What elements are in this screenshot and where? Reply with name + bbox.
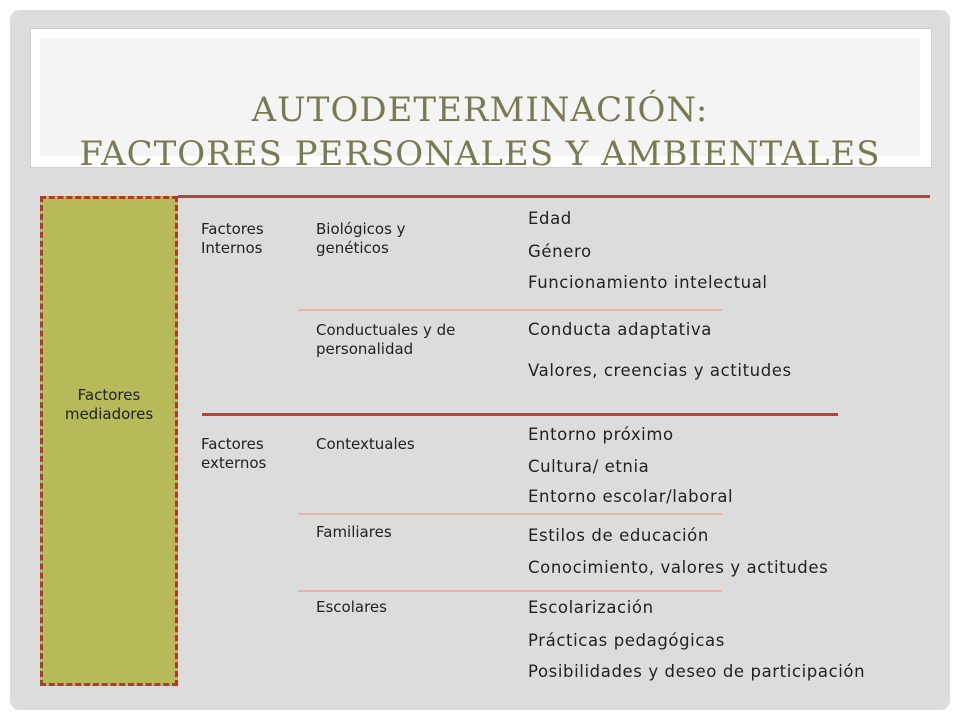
- list-item: Valores, creencias y actitudes: [528, 361, 792, 380]
- mediator-box: [40, 196, 178, 686]
- group-label-internal: Factores Internos: [201, 220, 264, 257]
- list-item: Posibilidades y deseo de participación: [528, 662, 866, 681]
- list-item: Cultura/ etnia: [528, 457, 650, 476]
- category-label-family: Familiares: [316, 523, 392, 541]
- category-label-behavioral: Conductuales y de personalidad: [316, 321, 456, 358]
- list-item: Prácticas pedagógicas: [528, 631, 725, 650]
- list-item: Escolarización: [528, 598, 654, 617]
- category-label-contextual: Contextuales: [316, 435, 415, 453]
- title-line-2: FACTORES PERSONALES Y AMBIENTALES: [79, 134, 881, 174]
- group-label-external: Factores externos: [201, 435, 267, 472]
- list-item: Funcionamiento intelectual: [528, 273, 768, 292]
- list-item: Conducta adaptativa: [528, 320, 712, 339]
- list-item: Género: [528, 242, 592, 261]
- list-item: Conocimiento, valores y actitudes: [528, 558, 829, 577]
- category-divider: [298, 590, 722, 592]
- category-divider: [298, 513, 722, 515]
- category-label-biological: Biológicos y genéticos: [316, 220, 406, 257]
- list-item: Edad: [528, 209, 572, 228]
- mediator-label: Factores mediadores: [64, 386, 154, 423]
- category-divider: [298, 309, 722, 311]
- category-label-school: Escolares: [316, 598, 387, 616]
- title-line-1: AUTODETERMINACIÓN:: [251, 90, 709, 130]
- list-item: Estilos de educación: [528, 526, 709, 545]
- top-rule: [178, 195, 930, 198]
- list-item: Entorno próximo: [528, 425, 674, 444]
- slide-title: [40, 88, 920, 176]
- list-item: Entorno escolar/laboral: [528, 487, 734, 506]
- title-panel: [40, 38, 920, 174]
- group-divider: [202, 413, 838, 416]
